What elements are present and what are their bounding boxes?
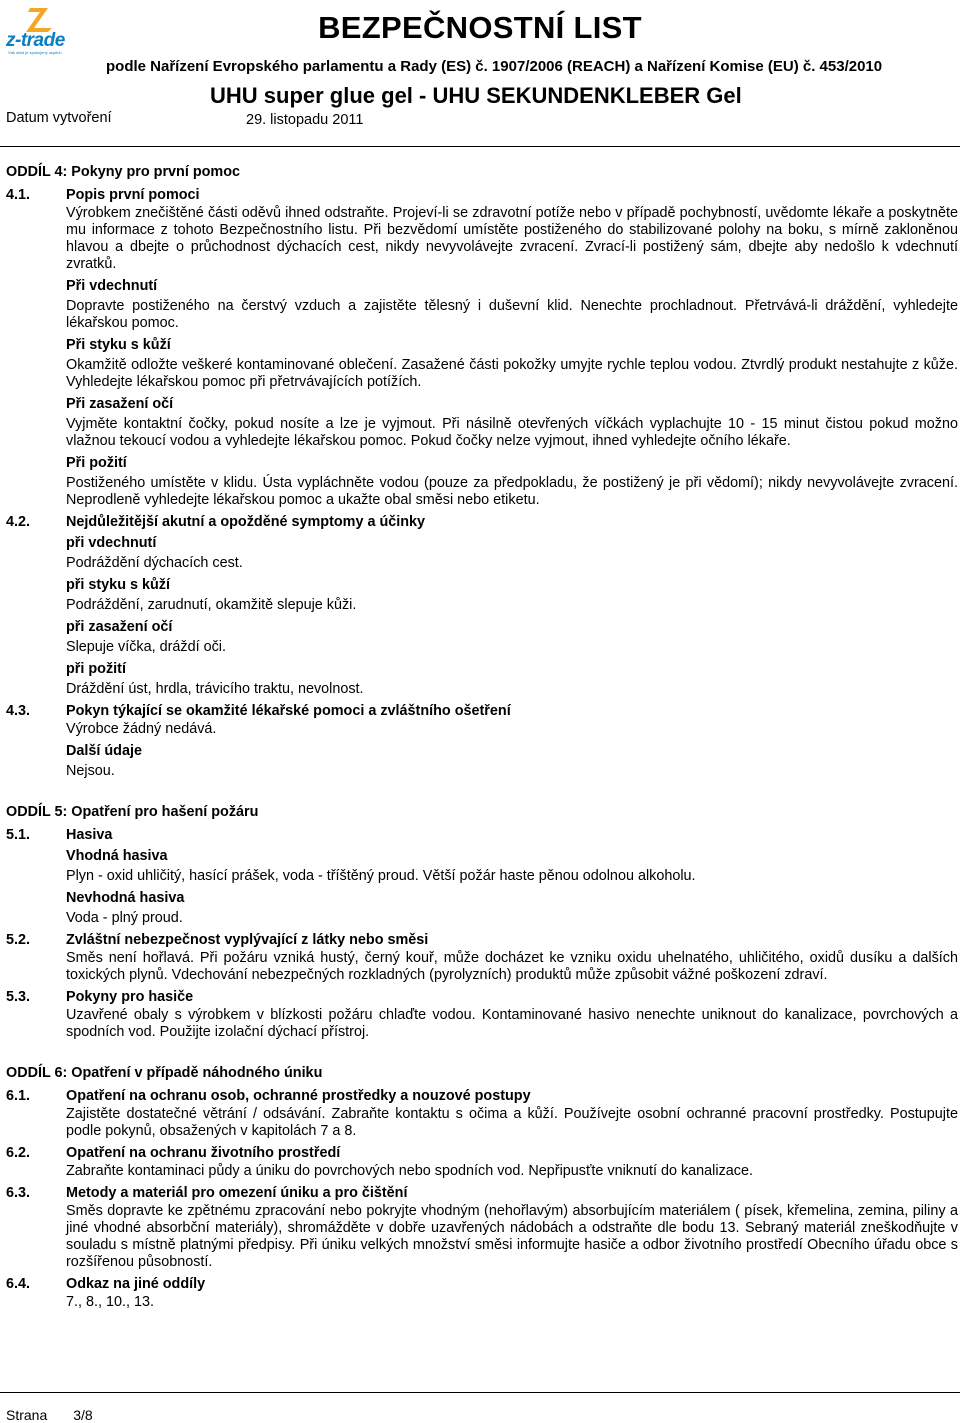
subsection-body xyxy=(66,826,958,931)
subsection-heading: Metody a materiál pro omezení úniku a pro čištění xyxy=(66,1185,408,1201)
subheading-label: při styku s kůží xyxy=(66,577,170,593)
subsection xyxy=(0,513,960,702)
subheading-label: při požití xyxy=(66,661,126,677)
subsection-heading: Zvláštní nebezpečnost vyplývající z látky nebo směsi xyxy=(66,932,429,948)
paragraph: Vyjměte kontaktní čočky, pokud nosíte a lze je vyjmout. Při násilně otevřených víčkách vyplachujte 10 - 15 minut čistou pokud možno vlažnou tekoucí vodou a vyhledejte lékařskou pomoc. Pokud čočky nelze vyjmout, ihned vyhledejte očního lékaře. xyxy=(66,416,958,449)
subsection-body xyxy=(66,1275,958,1315)
subheading-label: Při požití xyxy=(66,455,127,471)
section-title: ODDÍL 6: Opatření v případě náhodného úniku xyxy=(6,1065,323,1081)
document-body xyxy=(0,163,960,1315)
paragraph: Dopravte postiženého na čerstvý vzduch a zajistěte tělesný i duševní klid. Nenechte prochladnout. Přetrvává-li dráždění, vyhledejte lékařskou pomoc. xyxy=(66,298,958,331)
subheading-label: Při zasažení očí xyxy=(66,396,174,412)
subsection-number: 5.2. xyxy=(6,932,31,948)
subsection-body xyxy=(66,186,958,513)
logo-tagline: Váš úklid je spokojený úspěch xyxy=(8,50,62,55)
document-title: BEZPEČNOSTNÍ LIST xyxy=(318,10,642,45)
paragraph: Zajistěte dostatečné větrání / odsávání. Zabraňte kontaktu s očima a kůží. Používejte osobní ochranné pracovní prostředky. Postupujte podle pokynů, obsažených v kapitolách 7 a 8. xyxy=(66,1106,958,1139)
subsection-body xyxy=(66,988,958,1045)
paragraph: Výrobce žádný nedává. xyxy=(66,721,217,737)
subsection xyxy=(0,1087,960,1144)
subheading-label: při vdechnutí xyxy=(66,535,157,551)
paragraph: Směs dopravte ke zpětnému zpracování nebo pokryjte vhodným (nehořlavým) absorbujícím materiálem ( písek, křemelina, zemina, piliny a jiné vhodné absorbční materiály), shromážděte v dobře uzavřených nádobách a odstraňte dle bodu 13. Sebraný materiál zneškodňujte v souladu s místně platnými předpisy. Při úniku velkých množství směsi informujte hasiče a odbor životního prostředí Obecního úřadu obce s rozšířenou působností. xyxy=(66,1203,958,1270)
paragraph: Postiženého umístěte v klidu. Ústa vypláchněte vodou (pouze za předpokladu, že postižený je při vědomí); nikdy nevyvolávejte zvracení. Neprodleně vyhledejte lékařskou pomoc a ukažte obal směsi nebo etiketu. xyxy=(66,475,958,508)
subsection xyxy=(0,826,960,931)
paragraph: Směs není hořlavá. Při požáru vzniká hustý, černý kouř, může docházet ke vzniku oxidu uhelnatého, uhličitého, oxidů dusíku a dalších toxických plynů. Vdechování nebezpečných rozkladných (pyrolyzních) produktů může způsobit vážné poškození zdraví. xyxy=(66,950,958,983)
document-subtitle: podle Nařízení Evropského parlamentu a Rady (ES) č. 1907/2006 (REACH) a Nařízení Komise (EU) č. 453/2010 xyxy=(106,58,883,75)
subsection-number: 5.3. xyxy=(6,989,31,1005)
header-divider xyxy=(0,146,960,147)
subsection-heading: Odkaz na jiné oddíly xyxy=(66,1276,206,1292)
paragraph: Nejsou. xyxy=(66,763,115,779)
paragraph: Podráždění, zarudnutí, okamžitě slepuje kůži. xyxy=(66,597,357,613)
subsection-heading: Opatření na ochranu životního prostředí xyxy=(66,1145,341,1161)
paragraph: Podráždění dýchacích cest. xyxy=(66,555,243,571)
subheading-label: Vhodná hasiva xyxy=(66,848,168,864)
subsection xyxy=(0,186,960,513)
paragraph: Voda - plný proud. xyxy=(66,910,183,926)
subsection-heading: Opatření na ochranu osob, ochranné prostředky a nouzové postupy xyxy=(66,1088,531,1104)
page-footer xyxy=(6,1407,93,1423)
section-title: ODDÍL 5: Opatření pro hašení požáru xyxy=(6,804,259,820)
subheading-label: Při vdechnutí xyxy=(66,278,158,294)
subsection-number: 6.1. xyxy=(6,1088,31,1104)
subsection-body xyxy=(66,702,958,784)
subsection-heading: Nejdůležitější akutní a opožděné symptomy a účinky xyxy=(66,514,426,530)
paragraph: Zabraňte kontaminaci půdy a úniku do povrchových nebo spodních vod. Nepřipusťte vniknutí do kanalizace. xyxy=(66,1163,753,1179)
subheading-label: Další údaje xyxy=(66,743,142,759)
subsection-heading: Pokyn týkající se okamžité lékařské pomoci a zvláštního ošetření xyxy=(66,703,511,719)
paragraph: Uzavřené obaly s výrobkem v blízkosti požáru chlaďte vodou. Kontaminované hasivo nenechte uniknout do kanalizace, povrchových a spodních vod. Použijte izolační dýchací přístroj. xyxy=(66,1007,958,1040)
footer-divider xyxy=(0,1392,960,1393)
subsection-body xyxy=(66,1087,958,1144)
subsection xyxy=(0,702,960,784)
subsection-body xyxy=(66,1144,958,1184)
subsection xyxy=(0,1144,960,1184)
subsection-heading: Popis první pomoci xyxy=(66,187,200,203)
subsection-body xyxy=(66,931,958,988)
subsection xyxy=(0,1184,960,1275)
date-label: Datum vytvoření xyxy=(6,110,112,126)
section-gap xyxy=(0,1045,960,1064)
paragraph: Okamžitě odložte veškeré kontaminované oblečení. Zasažené části pokožky umyjte rychle teplou vodou. Ztvrdlý produkt nestahujte z kůže. Vyhledejte lékařskou pomoc při přetrvávajících potížích. xyxy=(66,357,958,390)
subheading-label: při zasažení očí xyxy=(66,619,173,635)
subsection-number: 6.4. xyxy=(6,1276,31,1292)
subsection-body xyxy=(66,1184,958,1275)
subsection-number: 4.3. xyxy=(6,703,31,719)
subsection xyxy=(0,1275,960,1315)
subsection-heading: Pokyny pro hasiče xyxy=(66,989,194,1005)
section-title: ODDÍL 4: Pokyny pro první pomoc xyxy=(6,164,241,180)
subheading-label: Při styku s kůží xyxy=(66,337,171,353)
paragraph: 7., 8., 10., 13. xyxy=(66,1294,155,1310)
subsection-number: 4.1. xyxy=(6,187,31,203)
product-name: UHU super glue gel - UHU SEKUNDENKLEBER Gel xyxy=(210,83,742,108)
page-number: 3/8 xyxy=(73,1407,93,1423)
paragraph: Plyn - oxid uhličitý, hasící prášek, voda - tříštěný proud. Větší požár haste pěnou odolnou alkoholu. xyxy=(66,868,696,884)
logo-text: z-trade xyxy=(6,30,65,51)
subsection-number: 6.3. xyxy=(6,1185,31,1201)
subsection xyxy=(0,988,960,1045)
subsection-body xyxy=(66,513,958,702)
paragraph: Slepuje víčka, dráždí oči. xyxy=(66,639,226,655)
subsection-number: 5.1. xyxy=(6,827,31,843)
subsection xyxy=(0,931,960,988)
subheading-label: Nevhodná hasiva xyxy=(66,890,185,906)
subsection-heading: Hasiva xyxy=(66,827,113,843)
subsection-number: 4.2. xyxy=(6,514,31,530)
subsection-number: 6.2. xyxy=(6,1145,31,1161)
page-label: Strana xyxy=(6,1407,48,1423)
date-value: 29. listopadu 2011 xyxy=(246,112,364,128)
paragraph: Dráždění úst, hrdla, trávicího traktu, nevolnost. xyxy=(66,681,364,697)
paragraph: Výrobkem znečištěné části oděvů ihned odstraňte. Projeví-li se zdravotní potíže nebo v případě pochybností, uvědomte lékaře a poskytněte mu informace z tohoto Bezpečnostního listu. Při bezvědomí umístěte postiženého do stabilizované polohy na boku, s mírně zakloněnou hlavou a dbejte o průchodnost dýchacích cest, nikdy nevyvolávejte zvracení. Zvrací-li postižený sám, dbejte aby nedošlo k vdechnutí zvratků. xyxy=(66,205,958,272)
section-gap xyxy=(0,784,960,803)
